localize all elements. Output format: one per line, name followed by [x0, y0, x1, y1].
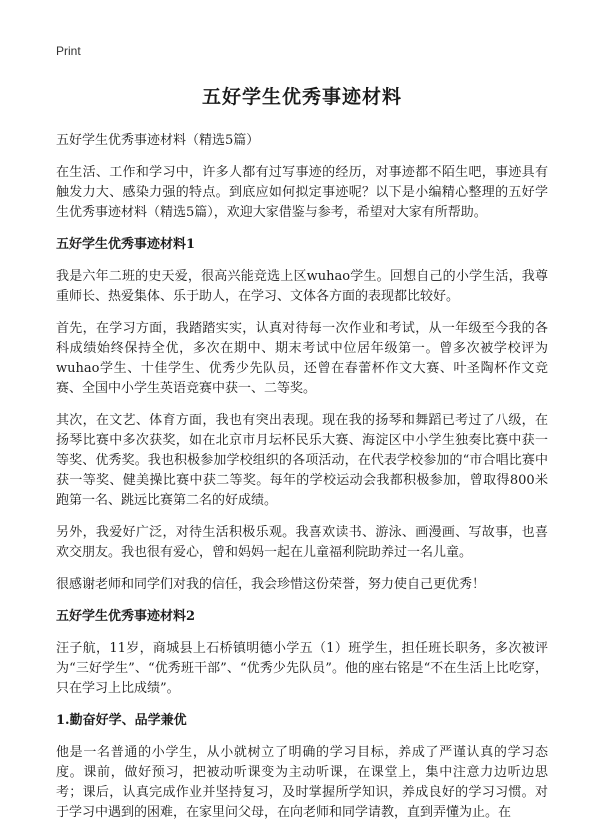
section-paragraph: 另外，我爱好广泛，对待生活积极乐观。我喜欢读书、游泳、画漫画、写故事，也喜欢交朋友。我也很有爱心，曾和妈妈一起在儿童福利院助养过一名儿童。 — [56, 525, 548, 560]
document-title: 五好学生优秀事迹材料 — [201, 86, 402, 108]
section-heading: 五好学生优秀事迹材料2 — [56, 609, 196, 624]
intro-paragraph: 在生活、工作和学习中，许多人都有过写事迹的经历，对事迹都不陌生吧，事迹具有触发力大、感染力强的特点。到底应如何拟定事迹呢？以下是小编精心整理的五好学生优秀事迹材料（精选5篇），欢迎大家借鉴与参考，希望对大家有所帮助。 — [56, 165, 548, 220]
section-paragraph: 他是一名普通的小学生，从小就树立了明确的学习目标，养成了严谨认真的学习态度。课前，做好预习，把被动听课变为主动听课，在课堂上，集中注意力边听边思考；课后，认真完成作业并坚持复习，及时掌握所学知识，养成良好的学习习惯。对于学习中遇到的困难，在家里问父母，在向老师和同学请教，直到弄懂为止。在 — [56, 745, 548, 820]
print-label[interactable]: Print — [56, 44, 81, 58]
document-content — [56, 82, 548, 828]
section-paragraph: 其次，在文艺、体育方面，我也有突出表现。现在我的扬琴和舞蹈已考过了八级，在扬琴比赛中多次获奖，如在北京市月坛杯民乐大赛、海淀区中小学生独奏比赛中获一等奖、优秀奖。我也积极参加学校组织的各项活动，在代表学校参加的“市合唱比赛中获一等奖、健美操比赛中获二等奖。每年的学校运动会我都积极参加，曾取得800米跑第一名、跳远比赛第二名的好成绩。 — [56, 413, 548, 508]
section-heading: 五好学生优秀事迹材料1 — [56, 237, 196, 252]
section-paragraph: 首先，在学习方面，我踏踏实实，认真对待每一次作业和考试，从一年级至今我的各科成绩始终保持全优，多次在期中、期末考试中位居年级第一。曾多次被学校评为wuhao学生、十佳学生、优秀少先队员，还曾在春蕾杯作文大赛、叶圣陶杯作文竞赛、全国中小学生英语竞赛中获一、二等奖。 — [56, 321, 548, 396]
section-paragraph: 汪子航，11岁，商城县上石桥镇明德小学五（1）班学生，担任班长职务，多次被评为“三好学生”、“优秀班干部”、“优秀少先队员”。他的座右铭是“不在生活上比吃穿，只在学习上比成绩”。 — [56, 641, 548, 696]
section-paragraph: 很感谢老师和同学们对我的信任，我会珍惜这份荣誉，努力使自己更优秀！ — [56, 577, 486, 592]
section-paragraph: 我是六年二班的史天爱，很高兴能竞选上区wuhao学生。回想自己的小学生活，我尊重师长、热爱集体、乐于助人，在学习、文体各方面的表现都比较好。 — [56, 269, 548, 304]
subsection-heading: 1.勤奋好学、品学兼优 — [56, 713, 187, 728]
document-subtitle: 五好学生优秀事迹材料（精选5篇） — [56, 133, 260, 148]
